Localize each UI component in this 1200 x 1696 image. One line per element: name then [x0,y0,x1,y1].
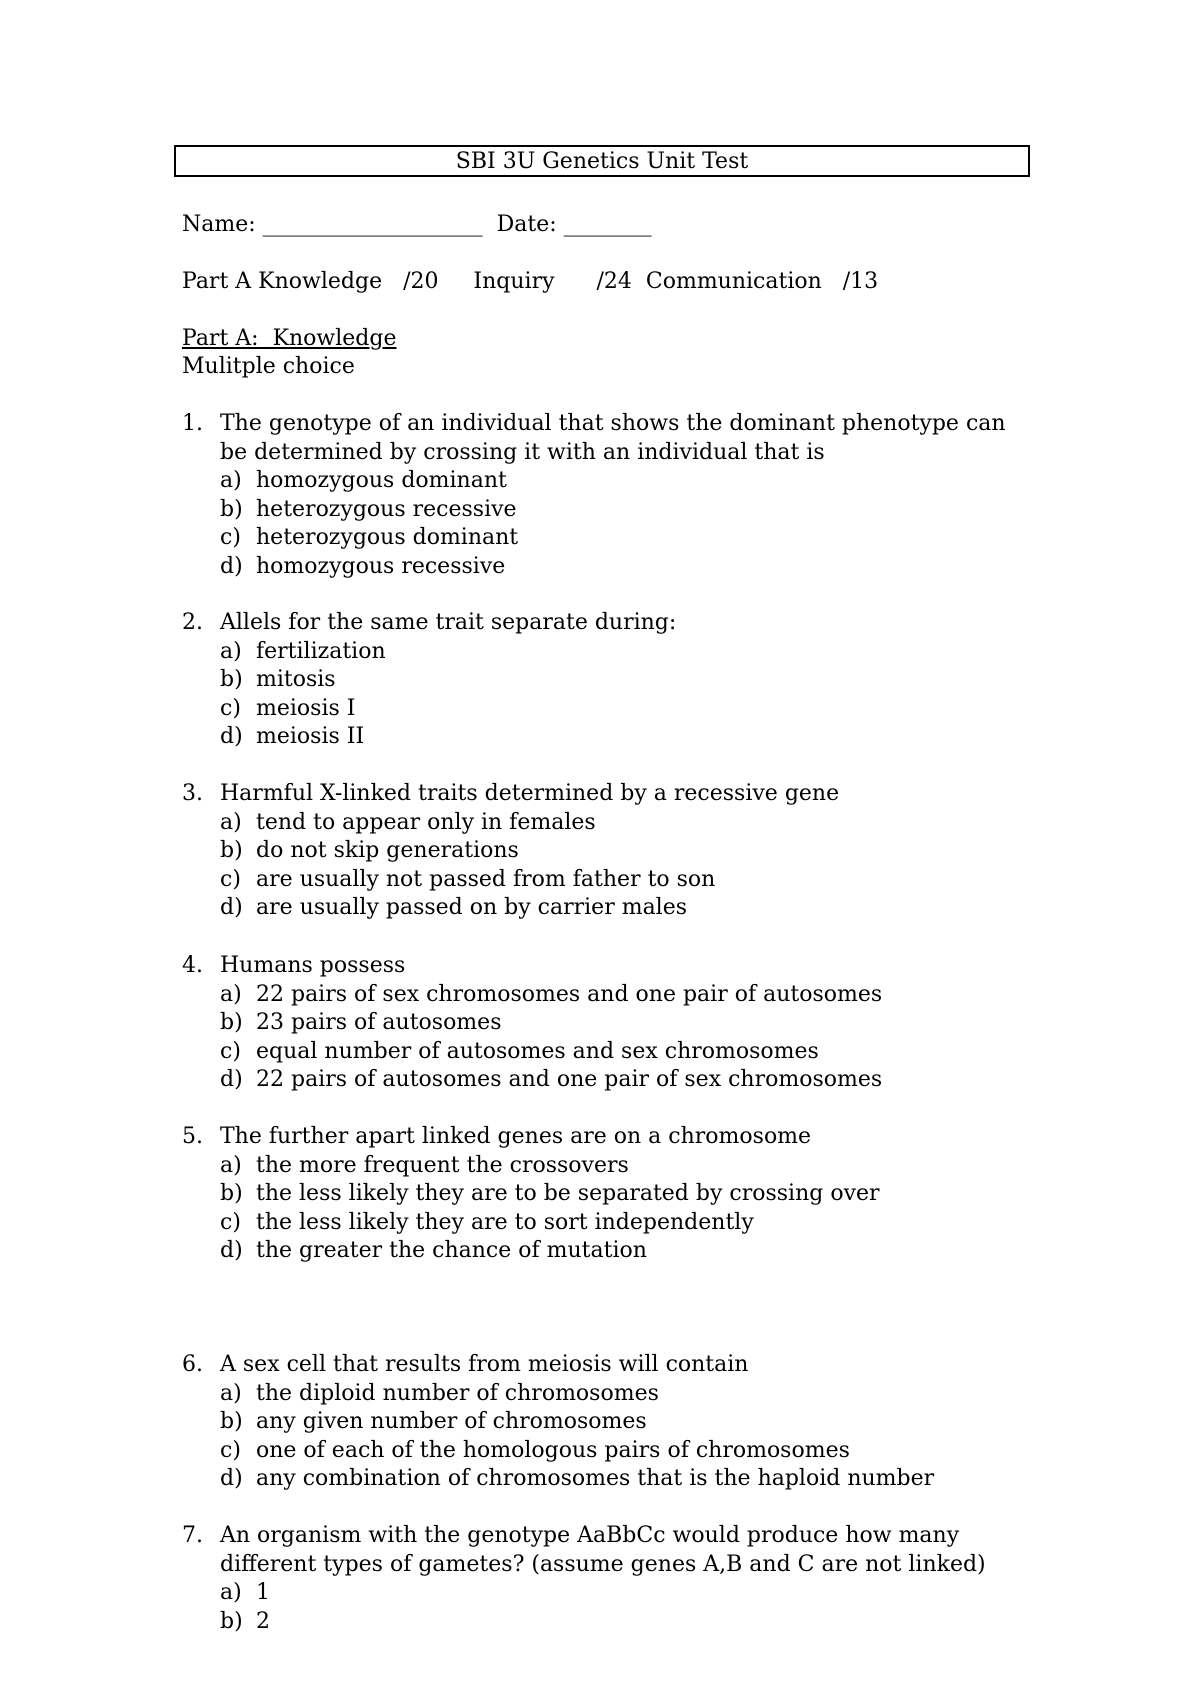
option-b[interactable] [220,496,1042,525]
question-number: 5. [182,1124,203,1149]
section-subheading: Mulitple choice [182,354,355,379]
option-letter: a) [220,468,242,493]
option-d[interactable] [220,1465,1042,1494]
option-text: the less likely they are to be separated by crossing over [256,1181,880,1206]
option-d[interactable] [220,1237,1042,1266]
option-c[interactable] [220,1209,1042,1238]
option-d[interactable] [220,1066,1042,1095]
option-c[interactable] [220,1437,1042,1466]
option-text: do not skip generations [256,838,519,863]
option-text: heterozygous recessive [256,496,517,522]
option-text: tend to appear only in females [256,809,596,835]
option-text: homozygous recessive [256,553,506,579]
option-text: 23 pairs of autosomes [256,1010,502,1035]
option-text: 2 [256,1608,270,1634]
option-text: meiosis II [256,724,365,749]
option-b[interactable] [220,1009,1042,1038]
option-text: mitosis [256,667,336,692]
option-letter: b) [220,1181,243,1206]
option-letter: a) [220,981,242,1007]
option-b[interactable] [220,1180,1042,1209]
option-a[interactable] [220,1152,1042,1181]
option-letter: d) [220,895,243,920]
option-letter: b) [220,1409,243,1434]
option-text: the more frequent the crossovers [256,1152,629,1178]
question-number: 2. [182,610,203,635]
option-letter: a) [220,1152,242,1178]
question-number: 7. [182,1523,203,1548]
option-d[interactable] [220,894,1042,923]
option-letter: c) [220,1437,241,1463]
option-a[interactable] [220,638,1042,667]
option-letter: a) [220,809,242,835]
question-4 [182,952,1042,1095]
option-d[interactable] [220,723,1042,752]
option-text: any combination of chromosomes that is the haploid number [256,1466,935,1491]
option-c[interactable] [220,1038,1042,1067]
option-d[interactable] [220,553,1042,582]
option-a[interactable] [220,1380,1042,1409]
question-number: 3. [182,781,203,806]
option-letter: c) [220,1209,241,1235]
option-letter: a) [220,1580,242,1605]
option-letter: a) [220,1380,242,1406]
option-text: equal number of autosomes and sex chromosomes [256,1038,819,1064]
option-text: are usually not passed from father to son [256,866,716,892]
name-date-line: Name: ____________________ Date: ________ [182,212,652,237]
option-text: heterozygous dominant [256,525,519,550]
page-title: SBI 3U Genetics Unit Test [174,145,1030,177]
question-7 [182,1522,1042,1636]
option-text: are usually passed on by carrier males [256,895,688,920]
section-heading: Part A: Knowledge [182,326,397,351]
question-number: 1. [182,411,203,436]
option-letter: d) [220,724,243,749]
option-a[interactable] [220,809,1042,838]
option-letter: d) [220,1067,243,1092]
option-letter: c) [220,695,241,721]
option-text: 22 pairs of autosomes and one pair of sex chromosomes [256,1067,883,1092]
option-c[interactable] [220,695,1042,724]
option-b[interactable] [220,837,1042,866]
question-number: 4. [182,953,203,978]
option-b[interactable] [220,1408,1042,1437]
option-letter: b) [220,1608,243,1634]
option-letter: c) [220,866,241,892]
option-c[interactable] [220,524,1042,553]
question-text: An organism with the genotype AaBbCc would produce how many different types of gametes? (assume genes A,B and C are not linked) [220,1523,986,1577]
option-text: any given number of chromosomes [256,1409,647,1434]
question-text: Harmful X-linked traits determined by a recessive gene [220,781,840,806]
option-text: fertilization [256,638,386,664]
option-a[interactable] [220,1579,1042,1608]
question-number: 6. [182,1352,203,1377]
option-letter: d) [220,553,243,579]
option-text: homozygous dominant [256,468,507,493]
option-letter: b) [220,496,243,522]
question-text: The further apart linked genes are on a chromosome [220,1124,812,1149]
option-text: meiosis I [256,695,356,721]
option-text: 22 pairs of sex chromosomes and one pair of autosomes [256,981,883,1007]
question-5 [182,1123,1042,1266]
option-text: the diploid number of chromosomes [256,1380,659,1406]
marks-line: Part A Knowledge /20 Inquiry /24 Communication /13 [182,269,879,294]
option-letter: d) [220,1466,243,1491]
question-text: Allels for the same trait separate during: [220,610,677,635]
option-b[interactable] [220,666,1042,695]
option-text: the greater the chance of mutation [256,1238,647,1263]
option-letter: b) [220,667,243,692]
option-letter: d) [220,1238,243,1263]
question-1 [182,410,1042,581]
option-text: 1 [256,1580,270,1605]
option-letter: a) [220,638,242,664]
option-letter: c) [220,525,241,550]
option-letter: b) [220,838,243,863]
question-text: The genotype of an individual that shows the dominant phenotype can be determined by crossing it with an individual that is [220,411,1006,465]
option-a[interactable] [220,467,1042,496]
option-a[interactable] [220,981,1042,1010]
option-text: the less likely they are to sort independently [256,1209,754,1235]
option-text: one of each of the homologous pairs of chromosomes [256,1437,850,1463]
option-c[interactable] [220,866,1042,895]
question-text: Humans possess [220,953,406,978]
question-2 [182,609,1042,752]
option-b[interactable] [220,1608,1042,1637]
question-6 [182,1351,1042,1494]
option-letter: b) [220,1010,243,1035]
question-text: A sex cell that results from meiosis will contain [220,1352,749,1377]
option-letter: c) [220,1038,241,1064]
question-3 [182,780,1042,923]
